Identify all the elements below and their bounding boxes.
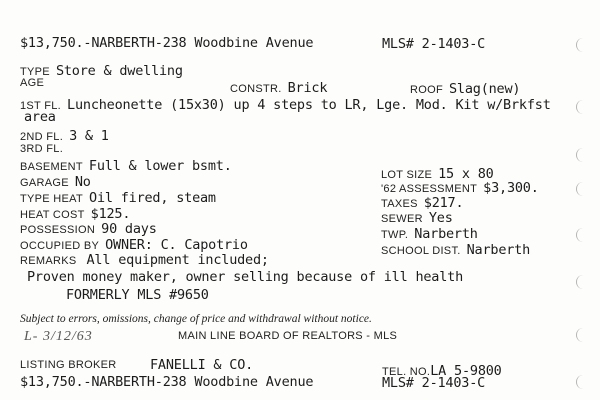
first-floor-row: [20, 96, 551, 113]
perforation-mark: [576, 182, 583, 196]
lot-size-label: LOT SIZE: [381, 169, 433, 181]
school-label: SCHOOL DIST.: [381, 245, 461, 257]
garage-label: GARAGE: [20, 177, 69, 189]
footer-mls-number: MLS# 2-1403-C: [382, 375, 486, 391]
possession-row: [20, 220, 157, 237]
sewer-label: SEWER: [381, 213, 423, 225]
school-value: Narberth: [466, 242, 531, 258]
header-price-address: $13,750.-NARBERTH-238 Woodbine Avenue: [20, 35, 314, 51]
tel-label: TEL. NO.: [382, 366, 431, 378]
perforation-mark: [576, 148, 583, 162]
perforation-mark: [576, 38, 583, 52]
type-value: Store & dwelling: [55, 63, 183, 79]
perforation-mark: [576, 100, 583, 114]
disclaimer-text: Subject to errors, omissions, change of price and withdrawal without notice.: [20, 313, 372, 325]
board-name: MAIN LINE BOARD OF REALTORS - MLS: [178, 330, 398, 342]
basement-value: Full & lower bsmt.: [88, 158, 232, 174]
taxes-label: TAXES: [381, 198, 418, 210]
header-mls-number: MLS# 2-1403-C: [382, 36, 486, 52]
type-label: TYPE: [20, 66, 50, 78]
occupied-value: OWNER: C. Capotrio: [105, 237, 248, 253]
school-row: [381, 241, 530, 258]
heat-cost-value: $125.: [90, 206, 131, 222]
twp-label: TWP.: [381, 229, 409, 241]
roof-value: Slag(new): [448, 81, 521, 97]
type-heat-value: Oil fired, steam: [89, 190, 216, 206]
remarks-value: All equipment included;: [86, 252, 269, 268]
remarks-line-2: Proven money maker, owner selling because of ill health: [27, 269, 464, 285]
remarks-line-3: FORMERLY MLS #9650: [66, 287, 209, 303]
sewer-row: [381, 209, 453, 226]
basement-row: [20, 157, 232, 174]
perforation-mark: [576, 328, 583, 342]
constr-value: Brick: [287, 80, 328, 96]
heat-cost-label: HEAT COST: [20, 209, 85, 221]
remarks-label: REMARKS: [20, 255, 77, 267]
second-floor-row: [20, 127, 109, 144]
type-heat-row: [20, 189, 216, 206]
twp-value: Narberth: [414, 226, 478, 242]
listing-broker-value: FANELLI & CO.: [150, 357, 254, 373]
garage-row: [20, 173, 91, 190]
handwritten-date: L- 3/12/63: [24, 329, 93, 344]
first-floor-continuation: area: [24, 109, 56, 125]
possession-value: 90 days: [101, 221, 157, 237]
constr-label: CONSTR.: [230, 83, 282, 95]
roof-row: [410, 80, 520, 97]
assessment-value: $3,300.: [483, 180, 539, 196]
twp-row: [381, 225, 478, 242]
perforation-mark: [576, 228, 583, 242]
assessment-label: '62 ASSESSMENT: [381, 183, 478, 195]
basement-label: BASEMENT: [20, 161, 83, 173]
lot-size-value: 15 x 80: [438, 166, 494, 182]
constr-row: [230, 79, 327, 96]
perforation-mark: [576, 375, 583, 389]
age-label: AGE: [20, 77, 45, 89]
possession-label: POSSESSION: [20, 224, 96, 236]
third-floor-label: 3RD FL.: [20, 143, 64, 155]
sewer-value: Yes: [428, 210, 453, 226]
perforation-mark: [576, 275, 583, 289]
taxes-value: $217.: [423, 195, 464, 211]
footer-price-address: $13,750.-NARBERTH-238 Woodbine Avenue: [20, 374, 314, 390]
tel-value: LA 5-9800: [430, 363, 502, 379]
type-heat-label: TYPE HEAT: [20, 193, 84, 205]
first-floor-value: Luncheonette (15x30) up 4 steps to LR, Lge. Mod. Kit w/Brkfst: [67, 97, 551, 113]
remarks-row: [20, 251, 269, 268]
second-floor-label: 2ND FL.: [20, 131, 64, 143]
roof-label: ROOF: [410, 84, 443, 96]
occupied-label: OCCUPIED BY: [20, 240, 100, 252]
first-floor-label: 1ST FL.: [20, 100, 62, 112]
second-floor-value: 3 & 1: [69, 128, 109, 144]
garage-value: No: [74, 174, 91, 190]
type-row: [20, 62, 183, 79]
listing-broker-label: LISTING BROKER: [20, 359, 117, 371]
